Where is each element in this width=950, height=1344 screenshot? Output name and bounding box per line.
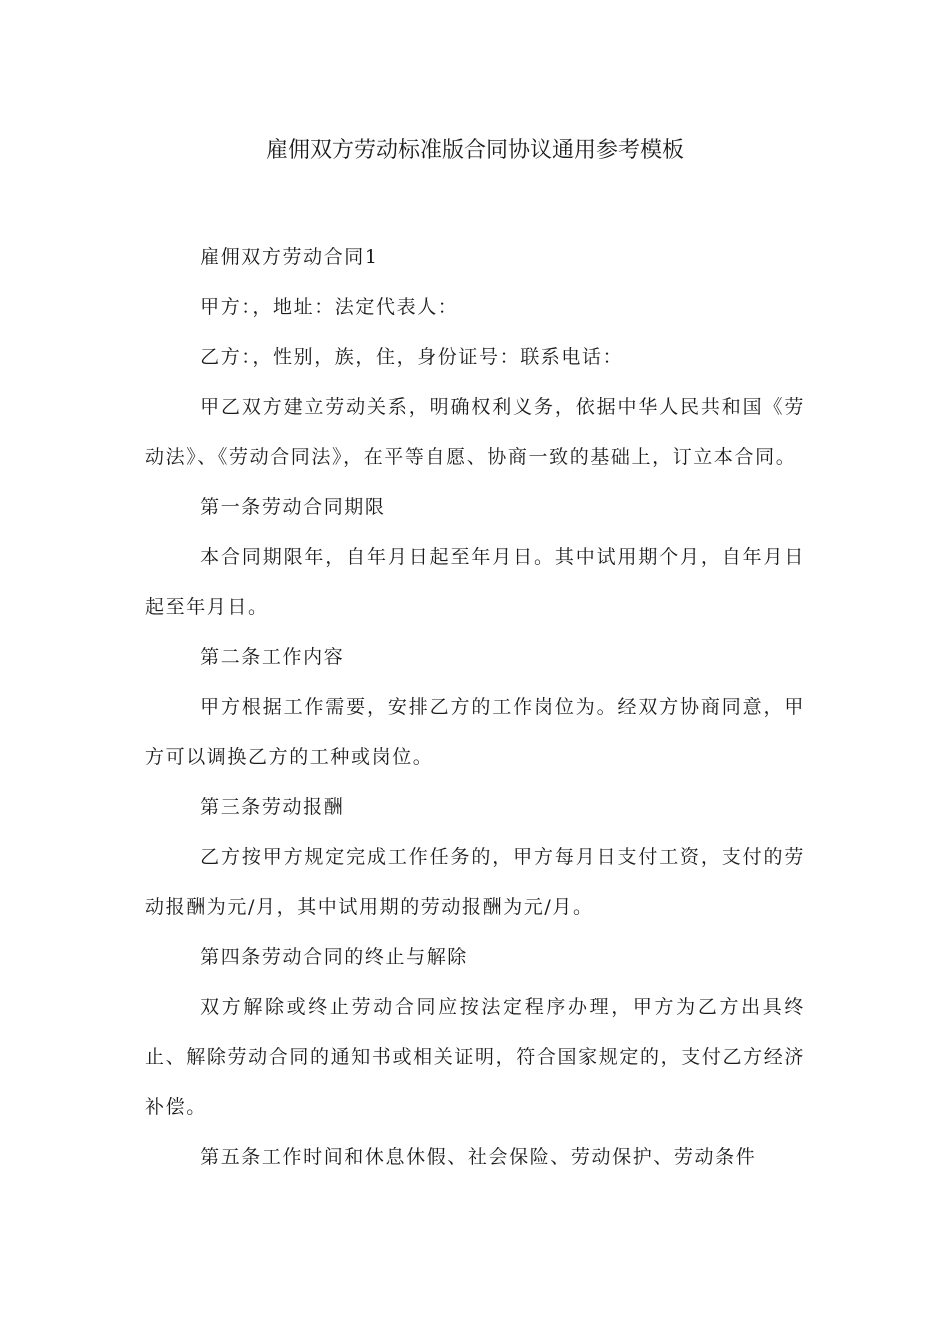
article-2-paragraph: 甲方根据工作需要，安排乙方的工作岗位为。经双方协商同意，甲方可以调换乙方的工种或岗位。: [145, 696, 805, 768]
party-a-line: 甲方：，地址：法定代表人：: [200, 296, 459, 318]
article-4-paragraph: 双方解除或终止劳动合同应按法定程序办理，甲方为乙方出具终止、解除劳动合同的通知书或相关证明，符合国家规定的，支付乙方经济补偿。: [145, 996, 805, 1118]
party-b-line: 乙方：，性别，族，住，身份证号：联系电话：: [200, 346, 624, 368]
preamble-paragraph: 甲乙双方建立劳动关系，明确权利义务，依据中华人民共和国《劳动法》、《劳动合同法》，在平等自愿、协商一致的基础上，订立本合同。: [145, 396, 805, 468]
document-title: 雇佣双方劳动标准版合同协议通用参考模板: [265, 138, 684, 163]
article-3-heading: 第三条劳动报酬: [200, 796, 345, 818]
contract-heading: 雇佣双方劳动合同1: [200, 246, 379, 268]
article-3-paragraph: 乙方按甲方规定完成工作任务的，甲方每月日支付工资，支付的劳动报酬为元/月，其中试用期的劳动报酬为元/月。: [145, 846, 805, 918]
document-body: [145, 232, 805, 1182]
article-1-heading: 第一条劳动合同期限: [200, 496, 386, 518]
article-1-paragraph: 本合同期限年，自年月日起至年月日。其中试用期个月，自年月日起至年月日。: [145, 546, 805, 618]
article-5-heading: 第五条工作时间和休息休假、社会保险、劳动保护、劳动条件: [200, 1146, 757, 1168]
article-2-heading: 第二条工作内容: [200, 646, 345, 668]
article-4-heading: 第四条劳动合同的终止与解除: [200, 946, 468, 968]
